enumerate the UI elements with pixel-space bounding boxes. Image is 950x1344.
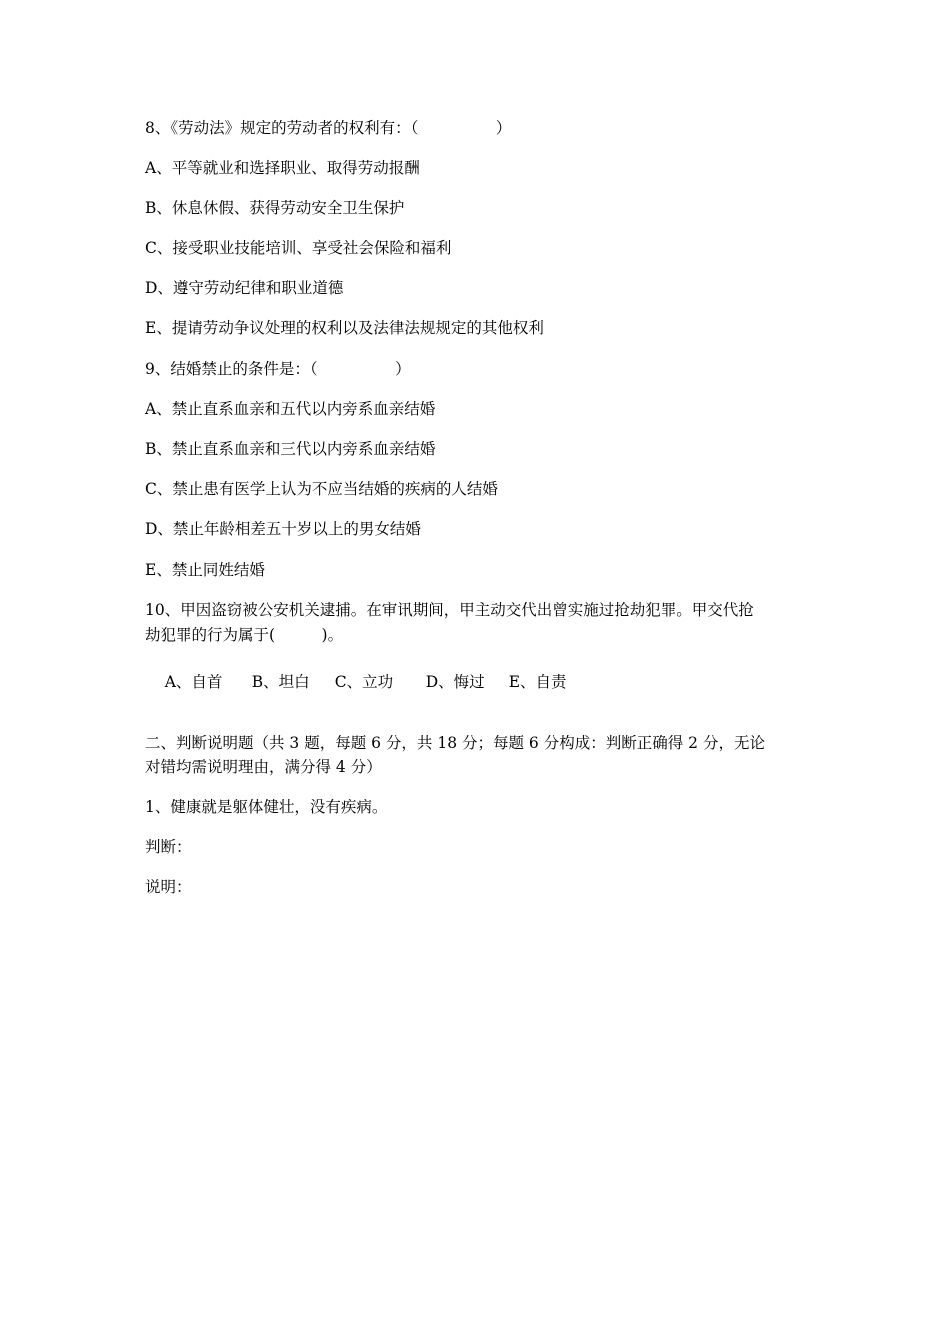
question-10-option-b: B、坦白 [251,673,310,691]
question-10-option-c: C、立功 [334,673,394,691]
section-2-question-1-stem: 1、健康就是躯体健壮，没有疾病。 [145,798,388,816]
question-10-option-d: D、悔过 [425,673,485,691]
question-10-option-e: E、自责 [508,673,567,691]
question-9-option-c: C、禁止患有医学上认为不应当结婚的疾病的人结婚 [145,480,498,498]
section-2-heading-line2: 对错均需说明理由，满分得 4 分） [145,758,382,776]
question-8-option-c: C、接受职业技能培训、享受社会保险和福利 [145,239,452,257]
judge-label: 判断： [145,838,192,856]
question-10-stem-line2: 劫犯罪的行为属于( )。 [145,626,344,644]
explain-label: 说明： [145,878,192,896]
question-9-option-b: B、禁止直系血亲和三代以内旁系血亲结婚 [145,440,436,458]
question-10-stem-line1: 10、甲因盗窃被公安机关逮捕。在审讯期间，甲主动交代出曾实施过抢劫犯罪。甲交代抢 [145,601,754,619]
question-9-option-e: E、禁止同姓结婚 [145,561,265,579]
question-10-options [145,649,567,715]
question-8-stem: 8、《劳动法》规定的劳动者的权利有：（ ） [145,119,512,137]
section-2-heading-line1: 二、判断说明题（共 3 题，每题 6 分，共 18 分；每题 6 分构成：判断正确得 2 分，无论 [145,734,765,752]
question-8-option-a: A、平等就业和选择职业、取得劳动报酬 [145,159,420,177]
question-10-option-a: A、自首 [164,673,223,691]
question-8-option-b: B、休息休假、获得劳动安全卫生保护 [145,199,405,217]
question-8-option-e: E、提请劳动争议处理的权利以及法律法规规定的其他权利 [145,319,544,337]
question-9-option-a: A、禁止直系血亲和五代以内旁系血亲结婚 [145,400,436,418]
question-9-stem: 9、结婚禁止的条件是：（ ） [145,360,411,378]
question-8-option-d: D、遵守劳动纪律和职业道德 [145,279,344,297]
question-9-option-d: D、禁止年龄相差五十岁以上的男女结婚 [145,520,421,538]
